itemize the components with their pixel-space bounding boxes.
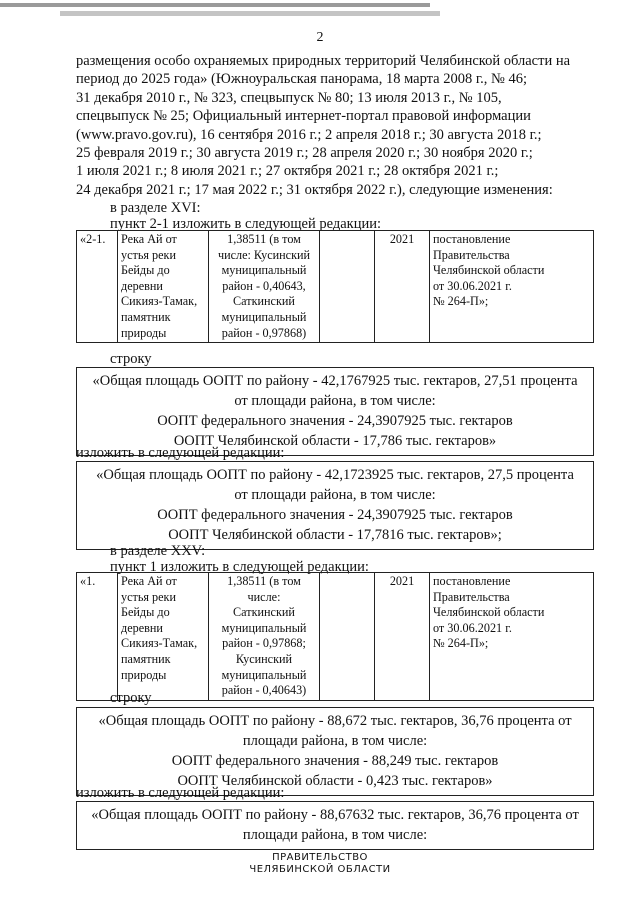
text-line: 24 декабря 2021 г.; 17 мая 2022 г.; 31 октября 2022 г.), следующие изменения: (76, 181, 553, 198)
box-line: ООПТ Челябинской области - 17,7816 тыс. гектаров»; (168, 527, 502, 543)
empty-cell (320, 573, 375, 701)
box-line: ООПТ федерального значения - 24,3907925 тыс. гектаров (157, 507, 513, 523)
text-line: период до 2025 года» (Южноуральская панорама, 18 марта 2008 г., № 46; (76, 71, 528, 88)
document-cell (430, 573, 594, 701)
scan-artifact-line (0, 3, 430, 7)
text-line: спецвыпуск № 25; Официальный интернет-портал правовой информации (76, 108, 531, 125)
text-line: 31 декабря 2010 г., № 323, спецвыпуск № 80; 13 июля 2013 г., № 105, (76, 89, 502, 106)
stroku-label: строку (110, 690, 152, 706)
box-line: от площади района, в том числе: (234, 487, 436, 503)
registry-table-row (76, 572, 594, 701)
area-line: муниципальный (221, 620, 307, 635)
text-line: (www.pravo.gov.ru), 16 сентября 2016 г.; 2 апреля 2018 г.; 30 августа 2018 г.; (76, 126, 542, 143)
doc-line: № 264-П»; (433, 294, 489, 309)
area-line: муниципальный (221, 263, 307, 278)
box-line: «Общая площадь ООПТ по району - 88,67632 тыс. гектаров, 36,76 процента от (91, 807, 579, 823)
year-cell: 2021 (375, 573, 430, 701)
item-instruction: пункт 1 изложить в следующей редакции: (110, 559, 369, 575)
registry-table-row (76, 230, 594, 343)
area-line: Саткинский (233, 294, 295, 309)
replace-label: изложить в следующей редакции: (76, 785, 285, 801)
old-text-box (76, 367, 594, 456)
new-text-box (76, 461, 594, 550)
box-line: ООПТ федерального значения - 88,249 тыс. гектаров (171, 753, 499, 769)
box-line: ООПТ Челябинской области - 17,786 тыс. гектаров» (173, 433, 497, 449)
item-instruction: пункт 2-1 изложить в следующей редакции: (110, 216, 381, 232)
new-text-box (76, 801, 594, 850)
text-line: 1 июля 2021 г.; 8 июля 2021 г.; 27 октября 2021 г.; 28 октября 2021 г.; (76, 163, 499, 180)
text-line: размещения особо охраняемых природных территорий Челябинской области на (76, 53, 571, 69)
box-line: площади района, в том числе: (242, 827, 428, 843)
section-heading: в разделе XVI: (110, 200, 201, 216)
area-line: район - 0,40643, (222, 278, 306, 293)
doc-line: Правительства (433, 589, 510, 604)
doc-line: Правительства (433, 247, 510, 262)
empty-cell (320, 231, 375, 343)
row-number: «1. (77, 573, 118, 701)
area-line: район - 0,40643) (221, 683, 307, 698)
doc-line: Челябинской области (433, 263, 545, 278)
box-line: ООПТ Челябинской области - 0,423 тыс. гектаров» (177, 773, 493, 789)
row-number: «2-1. (77, 231, 118, 343)
area-line: Саткинский (233, 605, 295, 620)
year-cell: 2021 (375, 231, 430, 343)
area-line: числе: Кусинский (217, 247, 311, 262)
area-line: числе: (247, 589, 281, 604)
doc-line: от 30.06.2021 г. (433, 620, 512, 635)
document-cell (430, 231, 594, 343)
object-name: Река Ай от устья реки Бейды до деревни Сикияз-Тамак, памятник природы (118, 231, 209, 343)
area-cell (209, 231, 320, 343)
old-text-box (76, 707, 594, 796)
area-line: муниципальный (221, 309, 307, 324)
area-cell (209, 573, 320, 701)
stroku-label: строку (110, 351, 152, 367)
box-line: «Общая площадь ООПТ по району - 88,672 тыс. гектаров, 36,76 процента от (98, 713, 572, 729)
area-line: муниципальный (221, 667, 307, 682)
box-line: ООПТ федерального значения - 24,3907925 тыс. гектаров (157, 413, 513, 429)
box-line: от площади района, в том числе: (234, 393, 436, 409)
area-line: Кусинский (235, 651, 293, 666)
text-line: 25 февраля 2019 г.; 30 августа 2019 г.; 28 апреля 2020 г.; 30 ноября 2020 г.; (76, 145, 533, 162)
area-line: 1,38511 (в том (227, 574, 301, 588)
doc-line: от 30.06.2021 г. (433, 278, 512, 293)
scan-artifact-line (60, 11, 440, 16)
box-line: площади района, в том числе: (242, 733, 428, 749)
box-line: «Общая площадь ООПТ по району - 42,1723925 тыс. гектаров, 27,5 процента (96, 467, 574, 483)
doc-line: постановление (433, 574, 511, 588)
page-number: 2 (316, 30, 324, 45)
intro-paragraph (76, 52, 594, 199)
doc-line: постановление (433, 232, 511, 246)
box-line: «Общая площадь ООПТ по району - 42,1767925 тыс. гектаров, 27,51 процента (92, 373, 578, 389)
replace-label: изложить в следующей редакции: (76, 445, 285, 461)
government-stamp (0, 852, 640, 876)
object-name: Река Ай от устья реки Бейды до деревни Сикияз-Тамак, памятник природы (118, 573, 209, 701)
doc-line: Челябинской области (433, 605, 545, 620)
scan-header-strip (0, 0, 640, 22)
stamp-line: ПРАВИТЕЛЬСТВО (272, 852, 368, 863)
area-line: район - 0,97868) (221, 325, 307, 340)
area-line: район - 0,97868; (222, 636, 306, 651)
area-line: 1,38511 (в том (227, 232, 301, 246)
stamp-line: ЧЕЛЯБИНСКОЙ ОБЛАСТИ (249, 864, 391, 875)
doc-line: № 264-П»; (433, 636, 489, 651)
section-heading: в разделе XXV: (110, 543, 206, 559)
